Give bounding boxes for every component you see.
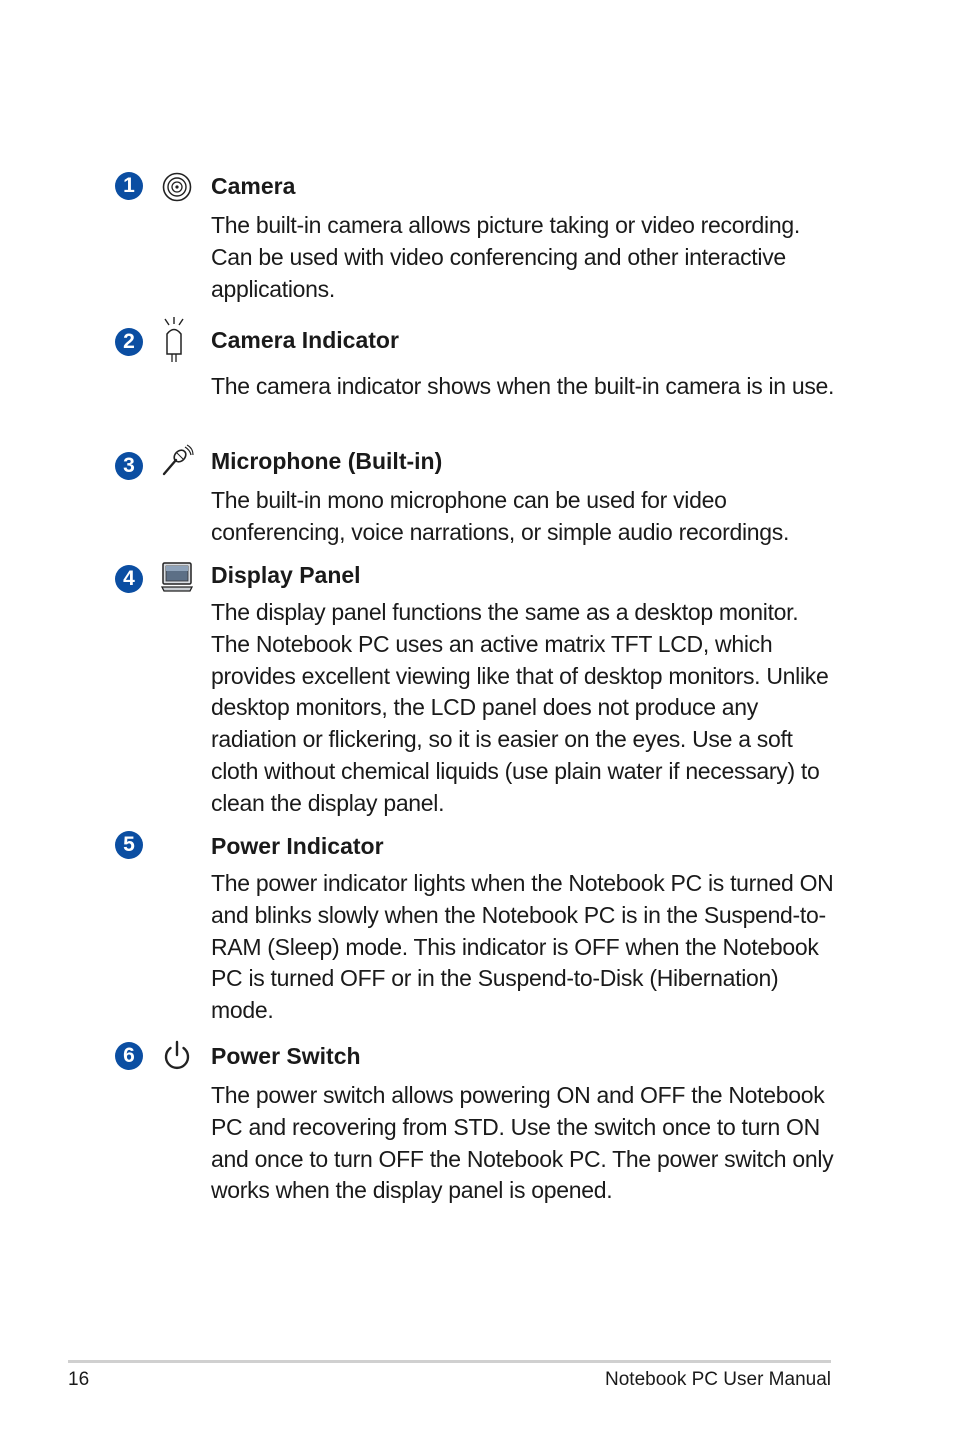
footer-divider [68,1360,831,1363]
item-description: The built-in camera allows picture taking or video recording. Can be used with video conferencing and other interactive applications. [211,212,800,302]
page-number: 16 [68,1369,90,1390]
item-title: Display Panel [211,562,361,588]
item-description: The power indicator lights when the Notebook PC is turned ON and blinks slowly when the Notebook PC is in the Suspend-to-RAM (Sleep) mode. This indicator is OFF when the Notebook PC is turned OFF or in the Suspend-to-Disk (Hibernation) mode. [211,870,834,1024]
item-number-badge: 4 [115,565,143,593]
item-description: The display panel functions the same as a desktop monitor. The Notebook PC uses an active matrix TFT LCD, which provides excellent viewing like that of desktop monitors. Unlike desktop monitors, the LCD panel does not produce any radiation or flickering, so it is easier on the eyes. Use a soft cloth without chemical liquids (use plain water if necessary) to clean the display panel. [211,599,829,816]
item-title: Microphone (Built-in) [211,448,443,474]
item-description: The power switch allows powering ON and OFF the Notebook PC and recovering from STD. Use the switch once to turn ON and once to turn OFF the Notebook PC. The power switch only works when the display panel is opened. [211,1082,834,1204]
item-title: Camera Indicator [211,327,399,353]
item-title: Camera [211,173,296,199]
item-description: The built-in mono microphone can be used for video conferencing, voice narrations, or simple audio recordings. [211,487,790,545]
item-number-badge: 2 [115,328,143,356]
display-panel-icon [160,561,194,595]
item-number-badge: 3 [115,452,143,480]
item-title: Power Indicator [211,833,384,859]
item-number-badge: 1 [115,172,143,200]
manual-title: Notebook PC User Manual [605,1369,831,1390]
camera-icon [160,170,194,204]
power-icon [160,1039,194,1073]
camera-indicator-icon [160,316,194,364]
microphone-icon [160,444,194,478]
item-title: Power Switch [211,1043,361,1069]
item-number-badge: 5 [115,831,143,859]
item-description: The camera indicator shows when the built-in camera is in use. [211,373,835,399]
item-number-badge: 6 [115,1042,143,1070]
